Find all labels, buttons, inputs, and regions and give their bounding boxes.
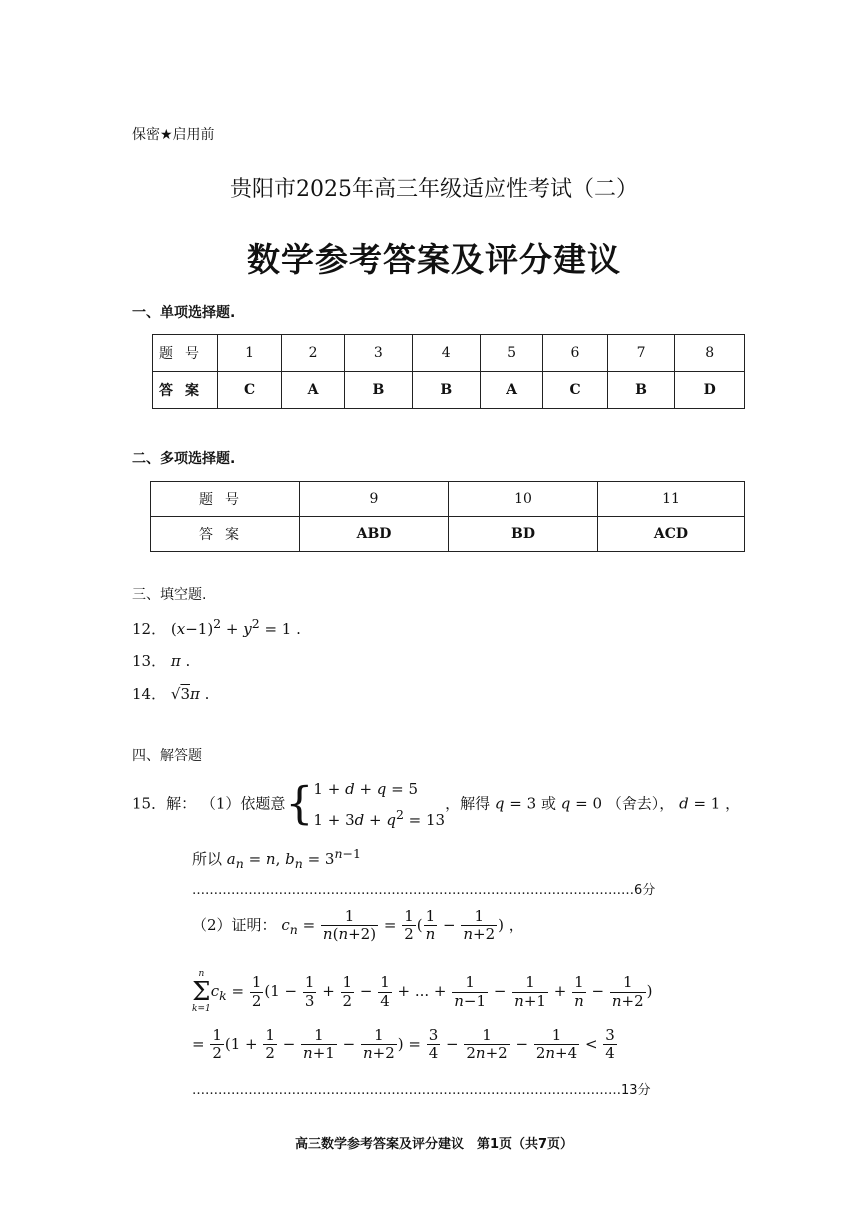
answer-cell: B — [412, 372, 480, 409]
page-footer: 高三数学参考答案及评分建议 第1页（共7页） — [294, 1137, 574, 1152]
answer-13 — [132, 650, 190, 671]
math-expression: √3π . — [170, 685, 210, 703]
so-text: 所以 — [192, 850, 223, 868]
row-label: 答案 — [153, 372, 218, 409]
exam-title: 贵阳市2025年高三年级适应性考试（二） — [230, 177, 638, 202]
q15-part2 — [192, 908, 524, 944]
section-multiple-choice-title: 二、多项选择题. — [132, 451, 236, 467]
part-label: （1）依题意 — [200, 794, 286, 813]
question-label: 15．解： — [132, 794, 197, 813]
answer-cell: C — [218, 372, 282, 409]
row-label: 答案 — [151, 517, 300, 552]
answer-cell: BD — [449, 517, 598, 552]
section-fill-blank-title: 三、填空题. — [132, 587, 207, 603]
row-label: 题号 — [153, 335, 218, 372]
answer-cell: B — [344, 372, 412, 409]
discard-text: （舍去）， — [606, 794, 675, 813]
multiple-choice-answer-table — [150, 481, 745, 552]
table-row — [153, 335, 745, 372]
score-label: 6分 — [634, 883, 656, 898]
answer-cell: ABD — [300, 517, 449, 552]
question-label: 14． — [132, 685, 167, 703]
table-row — [151, 482, 745, 517]
question-number: 7 — [607, 335, 675, 372]
question-label: 12． — [132, 620, 167, 638]
brace-symbol: { — [285, 778, 314, 830]
answer-cell: ACD — [598, 517, 745, 552]
q15-sum-result: = $\frac{1}{2}$ (1 + $\frac{1}{2}$ − $\frac{1}{n+1}$ − $\frac{1}{n+2}$ ) = $\frac{3}{4}$ − $\frac{1}{2n+2}$ − $\frac{1}{2n+4}$ < $\frac{3}{4}$ — [192, 1026, 615, 1063]
equation-system: 1 + d + q = 5 $1 + 3d + q^2 = 13$ — [313, 780, 446, 829]
question-number: 4 — [412, 335, 480, 372]
row-label: 题号 — [151, 482, 300, 517]
math-expression: $c_n$ = $\frac{1}{n(n+2)}$ = $\frac{1}{2}$ ( $\frac{1}{n}$ − $\frac{1}{n+2}$ ) ， — [281, 907, 524, 944]
question-label: 13． — [132, 652, 167, 670]
table-row — [151, 517, 745, 552]
answer-cell: D — [675, 372, 745, 409]
answer-cell: A — [480, 372, 543, 409]
solve-text: ，解得 — [445, 794, 491, 813]
table-row — [153, 372, 745, 409]
score-label: 13分 — [621, 1083, 651, 1098]
q15-part1: 15．解： （1）依题意{1 + d + q = 5 $1 + 3d + q^2 = 13$，解得 q = 3 或 q = 0 （舍去）， d = 1 ， — [132, 776, 740, 833]
answer-12 — [132, 616, 301, 639]
answer-cell: C — [543, 372, 607, 409]
question-number: 11 — [598, 482, 745, 517]
math-expression: $(x-1)^2 + y^2 = 1$ . — [170, 616, 301, 638]
answer-cell: A — [282, 372, 345, 409]
score-line-6 — [192, 879, 712, 898]
answer-cell: B — [607, 372, 675, 409]
or-text: 或 — [540, 794, 556, 813]
document-title: 数学参考答案及评分建议 — [247, 240, 621, 279]
question-number: 2 — [282, 335, 345, 372]
question-number: 1 — [218, 335, 282, 372]
part-label: （2）证明： — [192, 915, 277, 934]
single-choice-answer-table — [152, 334, 745, 409]
sigma-symbol: n Σ k=1 — [192, 969, 211, 1014]
math-expression: π . — [170, 652, 191, 670]
section-single-choice-title: 一、单项选择题. — [132, 305, 236, 321]
question-number: 9 — [300, 482, 449, 517]
section-solution-title: 四、解答题 — [132, 748, 202, 764]
question-number: 5 — [480, 335, 543, 372]
q15-sum: n Σ k=1 $c_k$ = $\frac{1}{2}$ (1 − $\frac{1}{3}$ + $\frac{1}{2}$ − $\frac{1}{4}$ + ... + $\frac{1}{n-1}$ − $\frac{1}{n+1}$ + $\frac{1}{n}$ − $\frac{1}{n+2}$ ) — [192, 969, 653, 1014]
question-number: 8 — [675, 335, 745, 372]
question-number: 10 — [449, 482, 598, 517]
confidential-label: 保密★启用前 — [132, 127, 215, 143]
answer-14 — [132, 683, 209, 704]
question-number: 3 — [344, 335, 412, 372]
question-number: 6 — [543, 335, 607, 372]
dotted-leader: ………………………………………………………………………………………… — [192, 883, 634, 898]
score-line-13 — [192, 1079, 712, 1098]
dotted-leader: ……………………………………………………………………………………… — [192, 1083, 621, 1098]
q15-result: 所以 $a_n = n$, $b_n = 3^{n-1}$ — [192, 846, 361, 871]
